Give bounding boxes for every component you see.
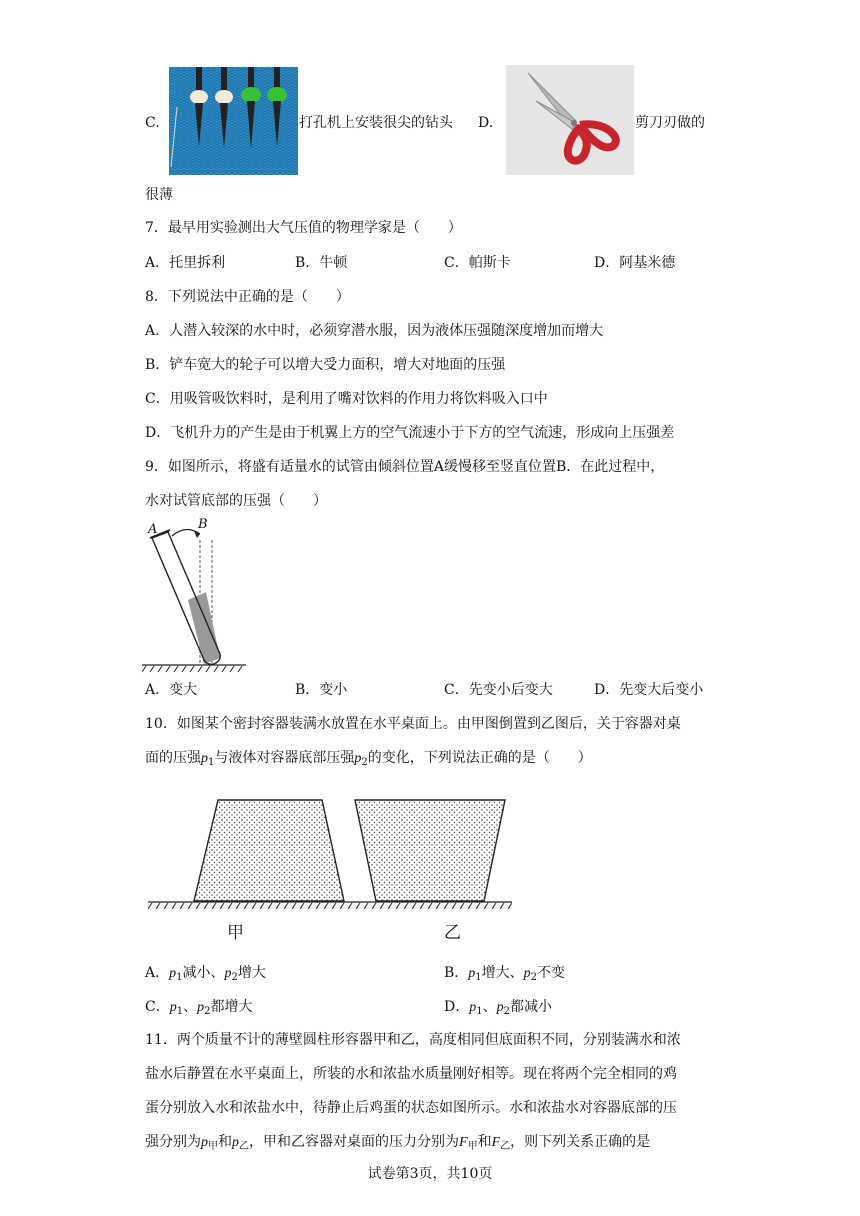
q10-stem-line2: 面的压强$p_1$与液体对容器底部压强$p_2$的变化，下列说法正确的是（ ） — [145, 750, 592, 768]
q11-line3: 蛋分别放入水和浓盐水中，待静止后鸡蛋的状态如图所示。水和浓盐水对容器底部的压 — [145, 1100, 677, 1116]
q10-option-b: B．$p_1$增大、$p_2$不变 — [444, 965, 566, 983]
q7-stem: 7．最早用实验测出大气压值的物理学家是（ ） — [145, 220, 462, 236]
container-jia — [194, 800, 344, 901]
q9-option-a: A．变大 — [145, 682, 198, 698]
q10-stem-line1: 10．如图某个密封容器装满水放置在水平桌面上。由甲图倒置到乙图后，关于容器对桌 — [145, 716, 681, 732]
q9-stem-line1: 9．如图所示，将盛有适量水的试管由倾斜位置A缓慢移至竖直位置B．在此过程中， — [145, 459, 665, 475]
q10-option-c: C．$p_1$、$p_2$都增大 — [145, 999, 253, 1017]
q8-stem: 8．下列说法中正确的是（ ） — [145, 289, 350, 305]
q10-option-d: D．$p_1$、$p_2$都减小 — [444, 999, 552, 1017]
q6-option-d-wrap: 很薄 — [145, 187, 173, 203]
q8-option-b: B．铲车宽大的轮子可以增大受力面积，增大对地面的压强 — [145, 357, 506, 373]
q7-option-c: C．帕斯卡 — [444, 255, 511, 271]
scissors-image — [506, 65, 634, 175]
q9-option-d: D．先变大后变小 — [594, 682, 704, 698]
drill-bits-image — [169, 67, 298, 175]
q6-option-c-label: C. — [145, 115, 160, 131]
fig-label-a: A — [148, 522, 158, 537]
fig-label-b: B — [198, 517, 208, 532]
q11-line1: 11．两个质量不计的薄壁圆柱形容器甲和乙，高度相同但底面积不同，分别装满水和浓 — [145, 1032, 681, 1048]
q8-option-a: A．人潜入较深的水中时，必须穿潜水服，因为液体压强随深度增加而增大 — [145, 323, 604, 339]
test-tube-figure — [142, 518, 246, 674]
q6-option-c-text: 打孔机上安装很尖的钻头 — [299, 115, 453, 131]
container-yi — [355, 800, 505, 901]
q9-option-b: B．变小 — [295, 682, 348, 698]
q7-option-a: A．托里拆利 — [145, 255, 226, 271]
q8-option-c: C．用吸管吸饮料时，是利用了嘴对饮料的作用力将饮料吸入口中 — [145, 391, 548, 407]
fig-label-yi: 乙 — [444, 923, 461, 943]
q11-line2: 盐水后静置在水平桌面上，所装的水和浓盐水质量刚好相等。现在将两个完全相同的鸡 — [145, 1066, 677, 1082]
q9-option-c: C．先变小后变大 — [444, 682, 553, 698]
q7-option-d: D．阿基米德 — [594, 255, 676, 271]
q11-line4: 强分别为$p_甲$和$p_乙$，甲和乙容器对桌面的压力分别为$F_甲$和$F_乙$，则下列关系正确的是 — [145, 1134, 651, 1152]
fig-label-jia: 甲 — [227, 923, 244, 943]
q9-stem-line2: 水对试管底部的压强（ ） — [145, 493, 327, 509]
q10-option-a: A．$p_1$减小、$p_2$增大 — [145, 965, 266, 983]
q6-option-d-label: D. — [478, 115, 494, 131]
q7-option-b: B．牛顿 — [295, 255, 348, 271]
page-footer: 试卷第3页，共10页 — [367, 1166, 493, 1182]
q8-option-d: D．飞机升力的产生是由于机翼上方的空气流速小于下方的空气流速，形成向上压强差 — [145, 425, 675, 441]
q6-option-d-text: 剪刀刃做的 — [635, 115, 705, 131]
containers-figure — [148, 796, 512, 914]
